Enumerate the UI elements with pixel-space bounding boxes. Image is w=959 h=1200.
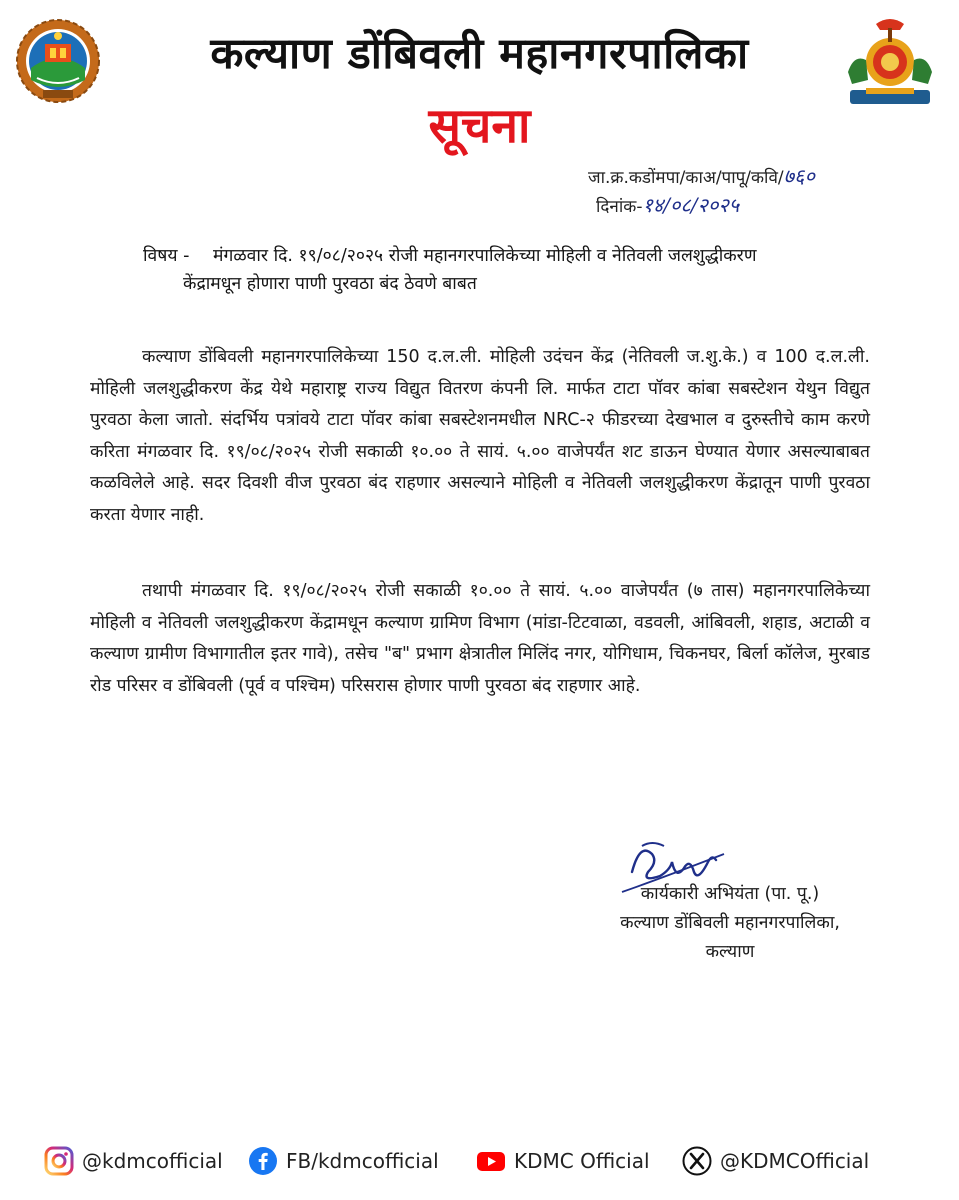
organization-title: कल्याण डोंबिवली महानगरपालिका	[210, 29, 749, 79]
instagram-handle: @kdmcofficial	[82, 1149, 223, 1173]
subject-block	[143, 242, 883, 298]
instagram-icon	[44, 1146, 74, 1176]
reference-number	[588, 162, 815, 189]
youtube-channel: KDMC Official	[514, 1149, 650, 1173]
facebook-icon	[248, 1146, 278, 1176]
instagram-link[interactable]	[44, 1146, 223, 1176]
date-handwritten-value: १४/०८/२०२५	[642, 193, 740, 217]
youtube-icon	[476, 1146, 506, 1176]
signatory-city: कल्याण	[705, 942, 755, 962]
subject-line-1: मंगळवार दि. १९/०८/२०२५ रोजी महानगरपालिकेच्या मोहिली व नेतिवली जलशुद्धीकरण	[213, 246, 757, 266]
notice-heading: सूचना	[428, 98, 531, 154]
reference-date	[596, 191, 739, 218]
signatory-organization: कल्याण डोंबिवली महानगरपालिका,	[620, 913, 840, 933]
reference-handwritten-number: ७६०	[783, 164, 815, 188]
x-link[interactable]	[682, 1146, 869, 1176]
reference-prefix: जा.क्र.कडोंमपा/काअ/पापू/कवि/	[588, 168, 784, 188]
facebook-link[interactable]	[248, 1146, 439, 1176]
youtube-link[interactable]	[476, 1146, 650, 1176]
body-paragraph-1: कल्याण डोंबिवली महानगरपालिकेच्या 150 द.ल.ली. मोहिली उदंचन केंद्र (नेतिवली ज.शु.के.) व 100 द.ल.ली. मोहिली जलशुद्धीकरण केंद्र येथे महाराष्ट्र राज्य विद्युत वितरण कंपनी लि. मार्फत टाटा पॉवर कांबा सबस्टेशन येथुन विद्युत पुरवठा केला जातो. संदर्भिय पत्रांवये टाटा पॉवर कांबा सबस्टेशनमधील NRC-२ फीडरच्या देखभाल व दुरुस्तीचे काम करणे करिता मंगळवार दि. १९/०८/२०२५ रोजी सकाळी १०.०० ते सायं. ५.०० वाजेपर्यंत शट डाऊन घेण्यात येणार असल्याबाबत कळविलेले आहे. सदर दिवशी वीज पुरवठा बंद राहणार असल्याने मोहिली व नेतिवली जलशुद्धीकरण केंद्रातून पाणी पुरवठा करता येणार नाही.	[90, 347, 870, 525]
x-handle: @KDMCOfficial	[720, 1149, 870, 1173]
date-label: दिनांक-	[596, 197, 643, 217]
subject-line-2: केंद्रामधून होणारा पाणी पुरवठा बंद ठेवणे बाबत	[183, 274, 477, 294]
signatory-designation: कार्यकारी अभियंता (पा. पू.)	[640, 884, 820, 904]
facebook-handle: FB/kdmcofficial	[286, 1149, 439, 1173]
social-footer	[0, 1132, 959, 1192]
body-paragraph-2: तथापी मंगळवार दि. १९/०८/२०२५ रोजी सकाळी १०.०० ते सायं. ५.०० वाजेपर्यंत (७ तास) महानगरपालिकेच्या मोहिली व नेतिवली जलशुद्धीकरण केंद्रामधून कल्याण ग्रामिण विभाग (मांडा-टिटवाळा, वडवली, आंबिवली, शहाड, अटाळी व कल्याण ग्रामीण विभागातील इतर गावे), तसेच "ब" प्रभाग क्षेत्रातील मिलिंद नगर, योगिधाम, चिकनघर, बिर्ला कॉलेज, मुरबाड रोड परिसर व डोंबिवली (पूर्व व पश्चिम) परिसरास होणार पाणी पुरवठा बंद राहणार आहे.	[90, 581, 870, 696]
subject-label: विषय -	[143, 246, 190, 266]
signature-block	[590, 880, 870, 967]
x-icon	[682, 1146, 712, 1176]
